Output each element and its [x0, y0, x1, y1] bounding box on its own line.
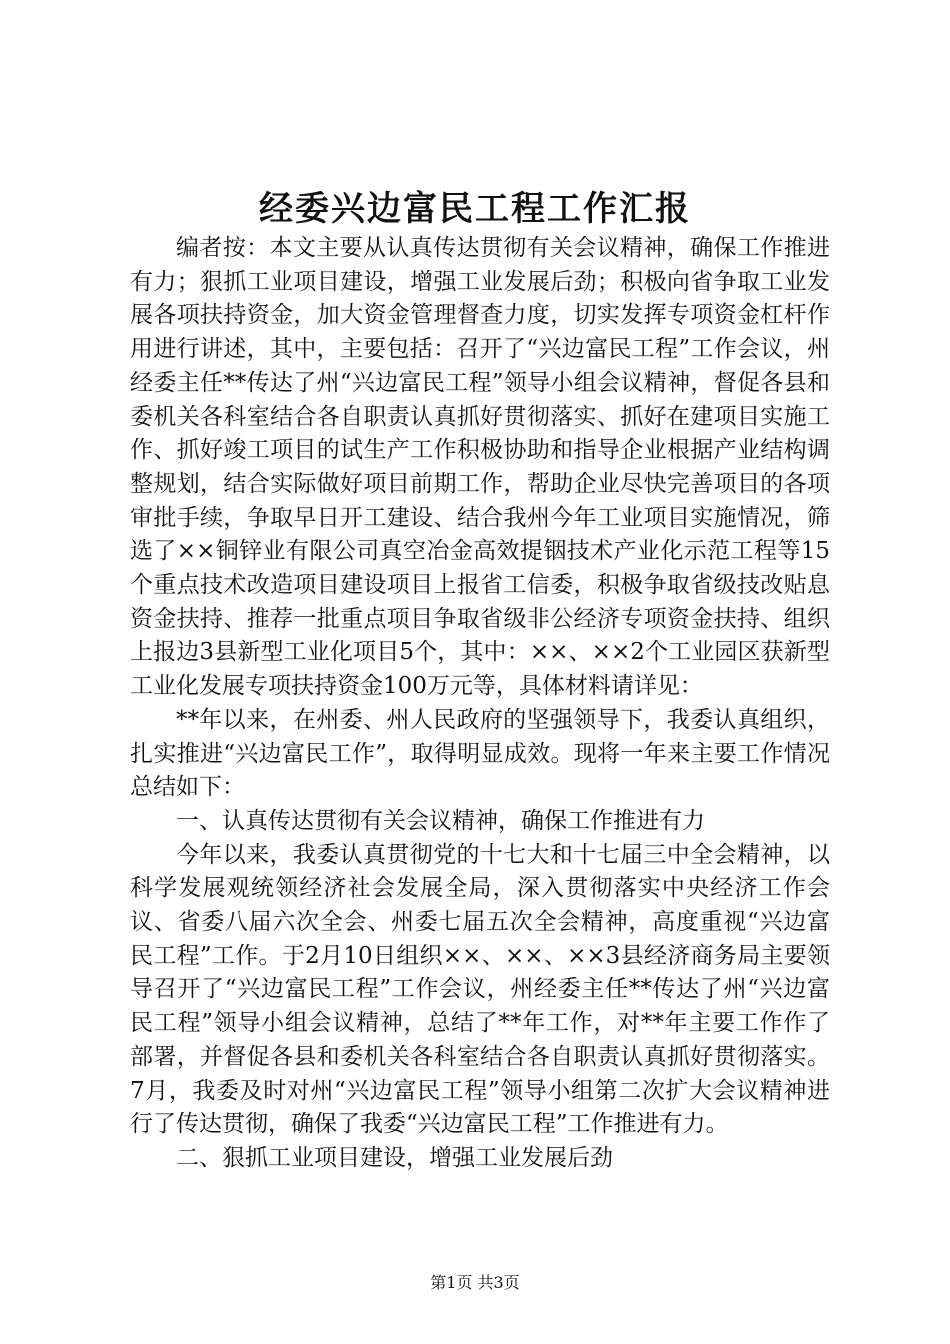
- document-title: 经委兴边富民工程工作汇报: [259, 189, 691, 229]
- intro-paragraph: **年以来，在州委、州人民政府的坚强领导下，我委认真组织，扎实推进“兴边富民工作”，取得明显成效。现将一年来主要工作情况总结如下：: [130, 706, 830, 801]
- document-body: [130, 232, 830, 1176]
- section-heading-2: 二、狠抓工业项目建设，增强工业发展后劲: [176, 1144, 613, 1171]
- section-heading-1: 一、认真传达贯彻有关会议精神，确保工作推进有力: [176, 807, 705, 834]
- section-1-paragraph: 今年以来，我委认真贯彻党的十七大和十七届三中全会精神，以科学发展观统领经济社会发展全局，深入贯彻落实中央经济工作会议、省委八届六次全会、州委七届五次全会精神，高度重视“兴边富民工程”工作。于2月10日组织××、××、××3县经济商务局主要领导召开了“兴边富民工程”工作会议，州经委主任**传达了州“兴边富民工程”领导小组会议精神，总结了**年工作，对**年主要工作作了部署，并督促各县和委机关各科室结合各自职责认真抓好贯彻落实。7月，我委及时对州“兴边富民工程”领导小组第二次扩大会议精神进行了传达贯彻，确保了我委“兴边富民工程”工作推进有力。: [130, 841, 830, 1138]
- editor-note-paragraph: 编者按：本文主要从认真传达贯彻有关会议精神，确保工作推进有力；狠抓工业项目建设，增强工业发展后劲；积极向省争取工业发展各项扶持资金，加大资金管理督查力度，切实发挥专项资金杠杆作用进行讲述，其中，主要包括：召开了“兴边富民工程”工作会议，州经委主任**传达了州“兴边富民工程”领导小组会议精神，督促各县和委机关各科室结合各自职责认真抓好贯彻落实、抓好在建项目实施工作、抓好竣工项目的试生产工作积极协助和指导企业根据产业结构调整规划，结合实际做好项目前期工作，帮助企业尽快完善项目的各项审批手续，争取早日开工建设、结合我州今年工业项目实施情况，筛选了××铜锌业有限公司真空冶金高效提铟技术产业化示范工程等15个重点技术改造项目建设项目上报省工信委，积极争取省级技改贴息资金扶持、推荐一批重点项目争取省级非公经济专项资金扶持、组织上报边3县新型工业化项目5个，其中：××、××2个工业园区获新型工业化发展专项扶持资金100万元等，具体材料请详见：: [130, 235, 830, 700]
- page-number-footer: 第1页 共3页: [430, 1273, 520, 1292]
